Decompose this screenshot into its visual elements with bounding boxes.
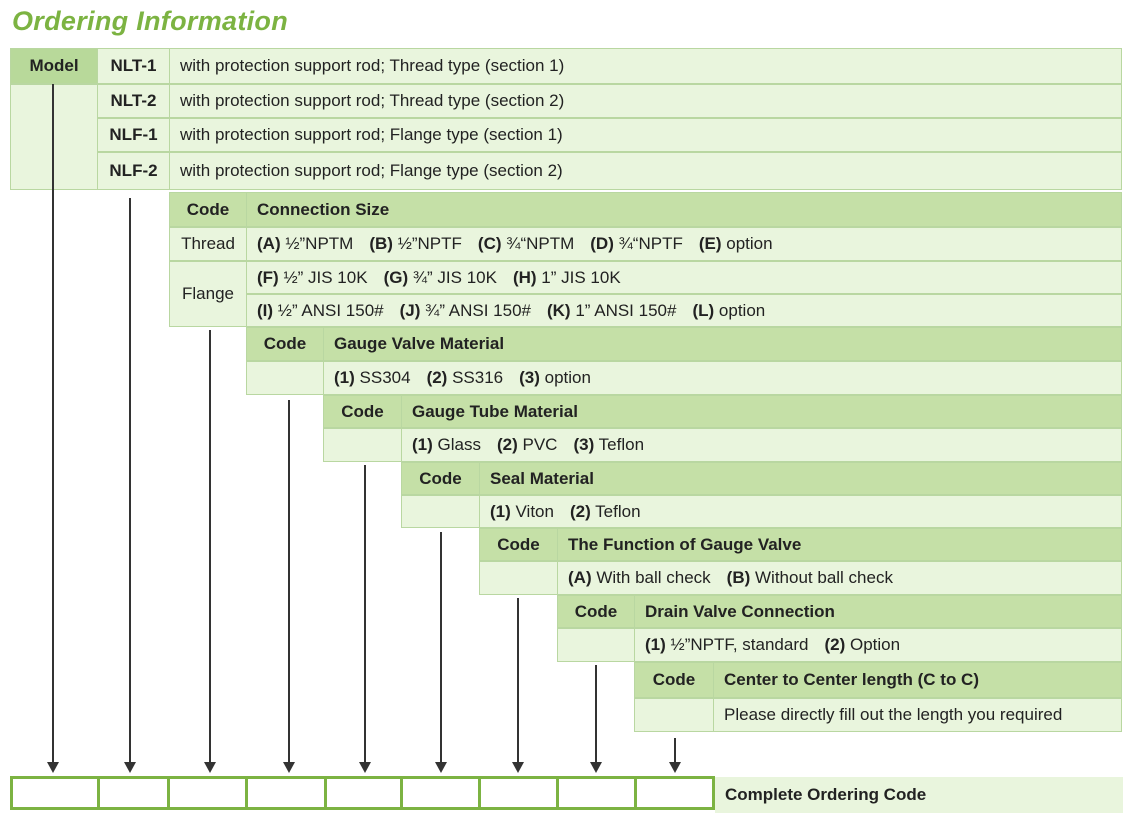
model-blank [10,84,98,190]
center-text: Please directly fill out the length you required [713,698,1122,732]
option-key: (K) [546,300,571,320]
tube-material-code-header: Code [323,395,402,428]
arrow-head-seal-material [435,762,447,773]
code-box-drain[interactable] [556,776,637,810]
arrow-head-connection [204,762,216,773]
option-key: (G) [383,267,409,287]
option-key: (1) [645,635,666,654]
code-box-valve-function[interactable] [478,776,559,810]
option-text: 1” ANSI 150# [575,300,677,320]
option-text: ¾“NPTM [506,234,575,253]
arrow-head-type [124,762,136,773]
seal-material-code-blank [401,495,480,528]
option-key: (A) [257,234,281,253]
option-text: ½”NPTF [397,234,462,253]
option-text: PVC [522,435,558,454]
valve-function-header: The Function of Gauge Valve [557,528,1122,561]
code-box-center[interactable] [634,776,715,810]
option-text: ½”NPTF, standard [670,635,809,654]
option-key: (1) [334,368,355,387]
arrow-head-model [47,762,59,773]
option-text: ½” ANSI 150# [277,300,384,320]
arrow-line-valve-function [517,598,519,764]
arrow-line-model [52,84,54,764]
drain-options [634,628,1122,662]
model-code-3: NLF-1 [97,118,170,152]
model-desc-2: with protection support rod; Thread type (section 2) [169,84,1122,118]
option-text: With ball check [596,568,711,587]
flange-jis-options [246,261,1122,294]
option-key: (3) [573,435,595,454]
option-text: ¾“NPTF [618,234,683,253]
thread-label: Thread [169,227,247,261]
option-text: option [544,368,591,387]
option-text: ¾” JIS 10K [412,267,497,287]
arrow-head-valve-function [512,762,524,773]
code-box-valve-material[interactable] [245,776,327,810]
option-key: (2) [496,435,518,454]
flange-label: Flange [169,261,247,327]
valve-material-options [323,361,1122,395]
option-key: (E) [698,234,722,253]
center-code-header: Code [634,662,714,698]
option-key: (2) [426,368,448,387]
option-key: (D) [590,234,614,253]
option-key: (B) [726,568,751,587]
connection-code-header: Code [169,192,247,227]
code-box-type[interactable] [97,776,170,810]
option-key: (I) [257,300,274,320]
option-text: Glass [437,435,481,454]
connection-size-header: Connection Size [246,192,1122,227]
arrow-line-connection [209,330,211,764]
valve-function-options [557,561,1122,595]
valve-material-code-header: Code [246,327,324,361]
option-text: ½”NPTM [285,234,354,253]
option-text: Without ball check [755,568,893,587]
option-text: 1” JIS 10K [541,267,621,287]
thread-options [246,227,1122,261]
tube-material-options [401,428,1122,462]
tube-material-code-blank [323,428,402,462]
option-text: Teflon [598,435,645,454]
model-code-1: NLT-1 [97,48,170,84]
option-key: (B) [369,234,393,253]
arrow-line-seal-material [440,532,442,764]
option-text: option [726,234,773,253]
arrow-head-drain [590,762,602,773]
drain-code-blank [557,628,635,662]
option-text: Teflon [595,501,641,521]
seal-material-header: Seal Material [479,462,1122,495]
option-key: (A) [568,568,592,587]
option-text: SS316 [452,368,504,387]
option-text: SS304 [359,368,411,387]
option-key: (3) [519,368,540,387]
arrow-line-drain [595,665,597,764]
center-code-blank [634,698,714,732]
model-code-4: NLF-2 [97,152,170,190]
arrow-head-tube-material [359,762,371,773]
option-key: (C) [477,234,502,253]
valve-function-code-blank [479,561,558,595]
option-text: Option [849,635,901,654]
option-key: (J) [399,300,421,320]
flange-ansi-options [246,294,1122,327]
option-key: (H) [512,267,537,287]
model-desc-1: with protection support rod; Thread type (section 1) [169,48,1122,84]
model-desc-3: with protection support rod; Flange type (section 1) [169,118,1122,152]
code-box-seal-material[interactable] [400,776,481,810]
complete-ordering-code-label: Complete Ordering Code [715,777,1123,813]
arrow-line-type [129,198,131,764]
arrow-line-tube-material [364,465,366,764]
arrow-head-valve-material [283,762,295,773]
option-key: (F) [257,267,279,287]
seal-material-code-header: Code [401,462,480,495]
arrow-line-center [674,738,676,764]
arrow-line-valve-material [288,400,290,764]
tube-material-header: Gauge Tube Material [401,395,1122,428]
model-code-2: NLT-2 [97,84,170,118]
section-title: Ordering Information [12,6,288,36]
model-header: Model [10,48,98,84]
option-text: ½” JIS 10K [283,267,368,287]
option-key: (2) [569,501,591,521]
seal-material-options [479,495,1122,528]
valve-material-code-blank [246,361,324,395]
option-key: (1) [490,501,511,521]
arrow-head-center [669,762,681,773]
valve-function-code-header: Code [479,528,558,561]
model-desc-4: with protection support rod; Flange type (section 2) [169,152,1122,190]
option-text: Viton [515,501,554,521]
drain-code-header: Code [557,595,635,628]
code-box-tube-material[interactable] [324,776,403,810]
option-text: ¾” ANSI 150# [425,300,531,320]
center-header: Center to Center length (C to C) [713,662,1122,698]
drain-header: Drain Valve Connection [634,595,1122,628]
code-box-model[interactable] [10,776,100,810]
option-text: option [718,300,766,320]
option-key: (2) [824,635,846,654]
valve-material-header: Gauge Valve Material [323,327,1122,361]
option-key: (L) [692,300,715,320]
option-key: (1) [412,435,433,454]
code-box-connection[interactable] [167,776,248,810]
